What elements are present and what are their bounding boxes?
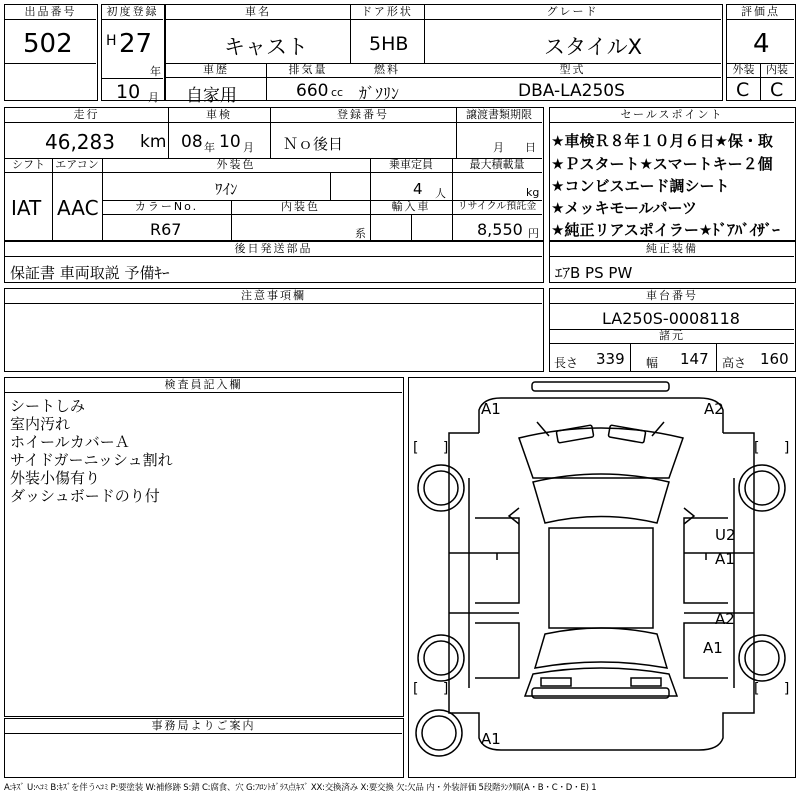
displacement-label: 排気量 xyxy=(266,63,350,78)
lot-number-label: 出品番号 xyxy=(5,5,96,20)
fuel-label: 燃料 xyxy=(350,63,424,78)
windshield-shape xyxy=(533,474,669,523)
inspector-line-3: ホイールカバーＡ xyxy=(10,433,130,451)
mark-right-upper-2: A1 xyxy=(715,550,735,568)
mark-right-rear: A1 xyxy=(703,639,723,657)
later-parts-label: 後日発送部品 xyxy=(5,242,542,257)
height-value: 160 xyxy=(760,350,789,368)
era-label: H xyxy=(106,33,117,49)
later-parts-value: 保証書 車両取説 予備ｷｰ xyxy=(10,264,170,282)
chassis-label: 車台番号 xyxy=(550,289,794,304)
legend: A:ｷｽﾞ U:ﾍｺﾐ B:ｷｽﾞを伴うﾍｺﾐ P:要塗装 W:補修跡 S:錆 C:腐食、穴 G:ﾌﾛﾝﾄｶﾞﾗｽ点ｷｽﾞ XX:交換済み X:要交換 欠:欠品 内・外装評価 5段階ﾗﾝｸ順(A・B・C・D・E) 1 xyxy=(4,783,597,793)
car-diagram xyxy=(409,378,794,776)
sales-point-1: ★車検Ｒ８年１０月６日★保・取 xyxy=(551,132,773,150)
notes-box xyxy=(4,288,544,372)
bracket-front-left: [ ] xyxy=(413,440,459,456)
exterior-grade-label: 外装 xyxy=(727,63,760,78)
equipment-label: 純正装備 xyxy=(550,242,794,257)
import-label: 輸入車 xyxy=(370,200,452,215)
inspector-line-2: 室内汚れ xyxy=(10,415,71,433)
hood-shape xyxy=(519,428,683,478)
vehicle-details-box xyxy=(4,107,544,241)
recycle-deposit: 8,550 xyxy=(477,220,523,239)
length-value: 339 xyxy=(596,350,625,368)
grade: スタイルX xyxy=(544,35,642,59)
front-bumper-shape xyxy=(532,382,669,391)
history-label: 車歴 xyxy=(166,63,266,78)
shift-label: シフト xyxy=(5,158,52,173)
max-load-label: 最大積載量 xyxy=(452,158,542,173)
rear-left-wheel xyxy=(418,635,464,681)
registration-number-label: 登録番号 xyxy=(270,108,456,123)
chassis-number: LA250S-0008118 xyxy=(602,309,740,328)
length-label: 長さ xyxy=(554,356,579,370)
interior-color-label: 内装色 xyxy=(231,200,370,215)
bracket-rear-right: [ ] xyxy=(754,681,800,697)
door-type: 5HB xyxy=(369,33,409,55)
recycle-deposit-label: リサイクル預託金 xyxy=(452,200,542,215)
sales-point-2: ★Ｐスタート★スマートキー２個 xyxy=(551,155,773,173)
inspection-year: 08 xyxy=(181,132,203,152)
width-label: 幅 xyxy=(646,356,659,370)
inspection-label: 車検 xyxy=(168,108,270,123)
interior-grade-label: 内装 xyxy=(760,63,794,78)
ac-label: エアコン xyxy=(52,158,102,173)
front-right-wheel xyxy=(739,465,785,511)
ac-type: AAC xyxy=(57,196,99,220)
model-code: DBA-LA250S xyxy=(518,81,625,101)
sales-point-5: ★純正リアスポイラー★ﾄﾞｱﾊﾞｲｻﾞｰ xyxy=(551,221,780,239)
inspector-line-5: 外装小傷有り xyxy=(10,469,101,487)
bracket-rear-left: [ ] xyxy=(413,681,459,697)
recycle-unit: 円 xyxy=(528,227,539,240)
inspection-month: 10 xyxy=(219,132,241,152)
mileage-label: 走行 xyxy=(5,108,168,123)
mark-rear-left: A1 xyxy=(481,730,501,748)
car-name-label: 車名 xyxy=(166,5,350,20)
door-label: ドア形状 xyxy=(350,5,424,20)
displacement: 660 xyxy=(296,81,329,101)
bracket-front-right: [ ] xyxy=(754,440,800,456)
exterior-color-label: 外装色 xyxy=(102,158,370,173)
max-load-unit: kg xyxy=(526,186,540,199)
equipment-value: ｴｱB PS PW xyxy=(555,264,633,282)
trunk-shape xyxy=(525,668,677,696)
first-registration-box xyxy=(101,4,165,104)
year-unit: 年 xyxy=(150,65,161,78)
score-label: 評価点 xyxy=(727,5,794,20)
document-day-unit: 日 xyxy=(525,141,536,154)
score-box xyxy=(726,4,796,101)
inspector-line-1: シートしみ xyxy=(10,397,86,415)
equipment-box xyxy=(549,241,796,283)
displacement-unit: cc xyxy=(331,86,344,99)
notes-label: 注意事項欄 xyxy=(5,289,542,304)
roof-shape xyxy=(549,528,653,628)
width-value: 147 xyxy=(680,350,709,368)
interior-color-unit: 系 xyxy=(355,227,366,240)
inspector-line-6: ダッシュボードのり付 xyxy=(10,487,160,505)
office-label: 事務局よりご案内 xyxy=(5,719,402,734)
rear-right-wheel xyxy=(739,635,785,681)
interior-grade: C xyxy=(770,79,784,101)
month-unit: 月 xyxy=(148,91,159,104)
mark-right-lower: A2 xyxy=(715,610,735,628)
car-info-box xyxy=(165,4,723,106)
inspection-month-unit: 月 xyxy=(243,141,254,154)
front-left-wheel xyxy=(418,465,464,511)
office-box xyxy=(4,718,404,778)
document-month-unit: 月 xyxy=(493,141,504,154)
exterior-grade: C xyxy=(736,79,750,101)
inspection-year-unit: 年 xyxy=(204,141,215,154)
sales-point-4: ★メッキモールパーツ xyxy=(551,199,697,217)
car-name: キャスト xyxy=(224,35,308,59)
seats-label: 乗車定員 xyxy=(370,158,452,173)
chassis-box xyxy=(549,288,796,372)
car-diagram-box xyxy=(408,377,800,778)
seats-unit: 人 xyxy=(435,187,446,200)
shift: IAT xyxy=(11,196,42,220)
first-registration-label: 初度登録 xyxy=(102,5,163,20)
document-deadline-label: 譲渡書類期限 xyxy=(456,108,542,123)
history: 自家用 xyxy=(186,86,237,106)
sales-points-box xyxy=(549,107,796,241)
color-number: R67 xyxy=(150,220,182,239)
height-label: 高さ xyxy=(722,356,747,370)
sales-points-label: セールスポイント xyxy=(550,108,794,123)
mark-right-upper-1: U2 xyxy=(715,526,736,544)
grade-label: グレード xyxy=(424,5,721,20)
color-number-label: カラーNo. xyxy=(102,200,231,215)
exterior-color: ﾜｲﾝ xyxy=(215,180,238,198)
spare-wheel xyxy=(416,710,462,756)
inspector-line-4: サイドガーニッシュ割れ xyxy=(10,451,173,469)
specs-label: 諸元 xyxy=(550,329,794,344)
inspector-box xyxy=(4,377,404,717)
registration-month: 10 xyxy=(116,81,141,103)
inspector-label: 検査員記入欄 xyxy=(5,378,402,393)
sales-point-3: ★コンビスエード調シート xyxy=(551,177,730,195)
score: 4 xyxy=(753,29,770,59)
rear-window-shape xyxy=(535,628,667,668)
mileage: 46,283 xyxy=(45,130,115,154)
mileage-unit: km xyxy=(140,132,167,152)
fuel: ｶﾞｿﾘﾝ xyxy=(359,84,400,103)
model-label: 型式 xyxy=(424,63,721,78)
later-parts-box xyxy=(4,241,544,283)
registration-year: 27 xyxy=(119,29,153,59)
seats: 4 xyxy=(413,180,423,198)
mark-front-right: A2 xyxy=(704,400,724,418)
registration-number: Ｎｏ後日 xyxy=(283,135,344,153)
lot-number: 502 xyxy=(23,29,73,59)
mark-front-left: A1 xyxy=(481,400,501,418)
lot-number-box xyxy=(4,4,98,101)
